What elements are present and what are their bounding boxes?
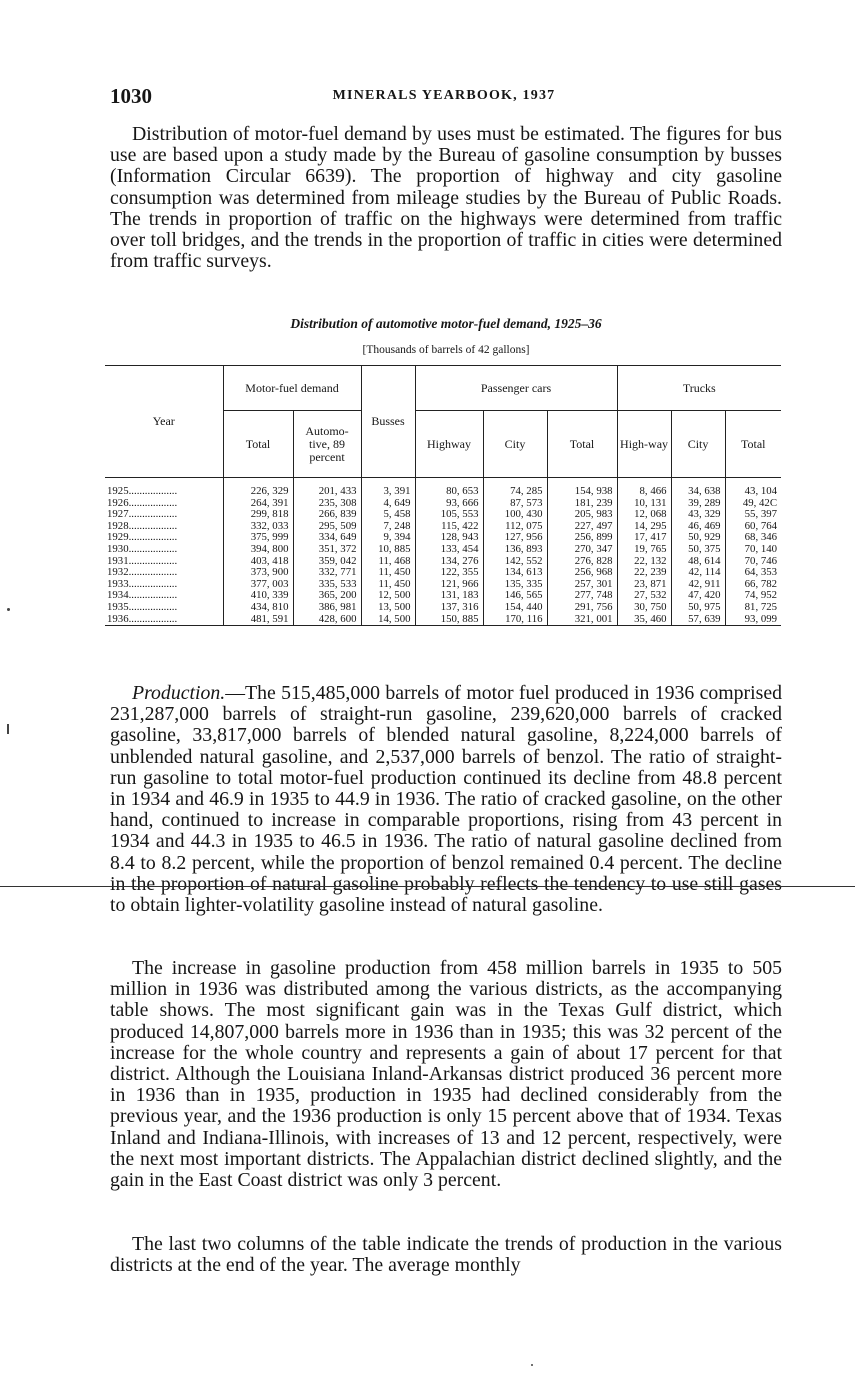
cell-tr-highway: 12, 068 bbox=[617, 509, 671, 521]
cell-pc-total: 205, 983 bbox=[547, 509, 617, 521]
cell-pc-highway: 121, 966 bbox=[415, 579, 483, 591]
cell-pc-highway: 131, 183 bbox=[415, 590, 483, 602]
year-label: 1928 bbox=[107, 519, 129, 532]
cell-auto: 201, 433 bbox=[293, 478, 361, 498]
cell-auto: 332, 771 bbox=[293, 567, 361, 579]
cell-year bbox=[105, 478, 223, 498]
cell-pc-total: 276, 828 bbox=[547, 556, 617, 568]
cell-auto: 386, 981 bbox=[293, 602, 361, 614]
cell-total: 332, 033 bbox=[223, 521, 293, 533]
cell-tr-city: 34, 638 bbox=[671, 478, 725, 498]
leader-dots: .................. bbox=[128, 566, 178, 579]
col-automotive: Automo-tive, 89 percent bbox=[293, 411, 361, 478]
scan-speck bbox=[7, 724, 9, 734]
cell-total: 264, 391 bbox=[223, 498, 293, 510]
cell-tr-highway: 17, 417 bbox=[617, 532, 671, 544]
production-text: —The 515,485,000 barrels of motor fuel produced in 1936 comprised 231,287,000 barrels of straight-run gasoline, 239,620,000 barrels of cracked gasoline, 33,817,000 barrels of blended natural gasoline, 8,224,000 barrels of unblended natural gasoline, and 2,537,000 barrels of benzol. The ratio of straight-run gasoline to total motor-fuel production continued its decline from 48.8 percent in 1934 and 46.9 in 1935 to 44.9 in 1936. The ratio of cracked gasoline, on the other hand, continued to increase in comparable proportions, rising from 43 percent in 1934 and 44.3 in 1935 to 46.5 in 1936. The ratio of natural gasoline declined from 8.4 to 8.2 percent, while the proportion of benzol remained 0.4 percent. The decline in the proportion of natural gasoline probably reflects the tendency to use still gases to obtain lighter-volatility gasoline instead of natural gasoline. bbox=[110, 682, 782, 917]
cell-auto: 295, 509 bbox=[293, 521, 361, 533]
cell-pc-city: 87, 573 bbox=[483, 498, 547, 510]
year-label: 1927 bbox=[107, 508, 129, 521]
cell-pc-total: 154, 938 bbox=[547, 478, 617, 498]
cell-tr-city: 43, 329 bbox=[671, 509, 725, 521]
cell-pc-city: 74, 285 bbox=[483, 478, 547, 498]
cell-tr-total: 68, 346 bbox=[725, 532, 781, 544]
cell-pc-city: 100, 430 bbox=[483, 509, 547, 521]
year-label: 1936 bbox=[107, 612, 129, 625]
col-year: Year bbox=[105, 366, 223, 478]
cell-tr-city: 50, 975 bbox=[671, 602, 725, 614]
cell-pc-highway: 93, 666 bbox=[415, 498, 483, 510]
cell-busses: 7, 248 bbox=[361, 521, 415, 533]
leader-dots: .................. bbox=[128, 519, 178, 532]
table-row bbox=[105, 567, 781, 579]
cell-tr-total: 70, 140 bbox=[725, 544, 781, 556]
cell-busses: 11, 450 bbox=[361, 567, 415, 579]
cell-total: 226, 329 bbox=[223, 478, 293, 498]
leader-dots: .................. bbox=[128, 554, 178, 567]
cell-total: 434, 810 bbox=[223, 602, 293, 614]
col-busses: Busses bbox=[361, 366, 415, 478]
year-label: 1931 bbox=[107, 554, 129, 567]
leader-dots: .................. bbox=[128, 589, 178, 602]
col-group-trucks: Trucks bbox=[617, 366, 781, 411]
cell-busses: 12, 500 bbox=[361, 590, 415, 602]
cell-pc-total: 181, 239 bbox=[547, 498, 617, 510]
table-subcaption: [Thousands of barrels of 42 gallons] bbox=[362, 344, 530, 356]
cell-pc-highway: 105, 553 bbox=[415, 509, 483, 521]
table-row bbox=[105, 602, 781, 614]
cell-pc-highway: 134, 276 bbox=[415, 556, 483, 568]
cell-busses: 14, 500 bbox=[361, 614, 415, 626]
cell-total: 299, 818 bbox=[223, 509, 293, 521]
cell-tr-highway: 8, 466 bbox=[617, 478, 671, 498]
cell-busses: 5, 458 bbox=[361, 509, 415, 521]
cell-tr-highway: 19, 765 bbox=[617, 544, 671, 556]
cell-tr-city: 50, 929 bbox=[671, 532, 725, 544]
cell-tr-highway: 22, 132 bbox=[617, 556, 671, 568]
cell-pc-highway: 150, 885 bbox=[415, 614, 483, 626]
cell-tr-highway: 23, 871 bbox=[617, 579, 671, 591]
leader-dots: .................. bbox=[128, 508, 178, 521]
production-paragraph bbox=[110, 683, 782, 916]
cell-auto: 428, 600 bbox=[293, 614, 361, 626]
col-total: Total bbox=[223, 411, 293, 478]
cell-pc-city: 154, 440 bbox=[483, 602, 547, 614]
motor-fuel-demand-table bbox=[105, 365, 781, 626]
col-tr-highway: High-way bbox=[617, 411, 671, 478]
leader-dots: .................. bbox=[128, 577, 178, 590]
year-label: 1934 bbox=[107, 589, 129, 602]
cell-tr-highway: 27, 532 bbox=[617, 590, 671, 602]
leader-dots: .................. bbox=[128, 531, 178, 544]
cell-pc-city: 136, 893 bbox=[483, 544, 547, 556]
production-lead: Production. bbox=[132, 682, 226, 704]
cell-tr-highway: 35, 460 bbox=[617, 614, 671, 626]
cell-pc-highway: 122, 355 bbox=[415, 567, 483, 579]
cell-tr-total: 81, 725 bbox=[725, 602, 781, 614]
cell-pc-total: 256, 968 bbox=[547, 567, 617, 579]
cell-pc-city: 135, 335 bbox=[483, 579, 547, 591]
col-pc-highway: Highway bbox=[415, 411, 483, 478]
cell-busses: 13, 500 bbox=[361, 602, 415, 614]
table-caption: Distribution of automotive motor-fuel demand, 1925–36 bbox=[290, 316, 602, 331]
cell-total: 481, 591 bbox=[223, 614, 293, 626]
cell-total: 373, 900 bbox=[223, 567, 293, 579]
cell-pc-city: 142, 552 bbox=[483, 556, 547, 568]
cell-busses: 11, 450 bbox=[361, 579, 415, 591]
year-label: 1933 bbox=[107, 577, 129, 590]
cell-pc-total: 227, 497 bbox=[547, 521, 617, 533]
cell-tr-highway: 10, 131 bbox=[617, 498, 671, 510]
cell-pc-total: 291, 756 bbox=[547, 602, 617, 614]
cell-auto: 334, 649 bbox=[293, 532, 361, 544]
col-pc-city: City bbox=[483, 411, 547, 478]
cell-pc-city: 146, 565 bbox=[483, 590, 547, 602]
cell-pc-city: 170, 116 bbox=[483, 614, 547, 626]
cell-tr-total: 74, 952 bbox=[725, 590, 781, 602]
cell-pc-highway: 115, 422 bbox=[415, 521, 483, 533]
cell-busses: 11, 468 bbox=[361, 556, 415, 568]
scan-speck bbox=[531, 1364, 533, 1366]
table-body bbox=[105, 478, 781, 626]
cell-auto: 365, 200 bbox=[293, 590, 361, 602]
cell-pc-total: 270, 347 bbox=[547, 544, 617, 556]
cell-pc-total: 277, 748 bbox=[547, 590, 617, 602]
cell-tr-highway: 22, 239 bbox=[617, 567, 671, 579]
cell-pc-total: 321, 001 bbox=[547, 614, 617, 626]
cell-total: 377, 003 bbox=[223, 579, 293, 591]
cell-tr-total: 49, 42C bbox=[725, 498, 781, 510]
cell-pc-highway: 80, 653 bbox=[415, 478, 483, 498]
year-label: 1935 bbox=[107, 600, 129, 613]
cell-tr-total: 60, 764 bbox=[725, 521, 781, 533]
cell-tr-total: 43, 104 bbox=[725, 478, 781, 498]
cell-busses: 10, 885 bbox=[361, 544, 415, 556]
year-label: 1926 bbox=[107, 496, 129, 509]
table-row bbox=[105, 614, 781, 626]
cell-auto: 235, 308 bbox=[293, 498, 361, 510]
cell-year bbox=[105, 614, 223, 626]
cell-total: 410, 339 bbox=[223, 590, 293, 602]
scan-speck bbox=[7, 608, 10, 611]
cell-tr-total: 55, 397 bbox=[725, 509, 781, 521]
cell-busses: 3, 391 bbox=[361, 478, 415, 498]
cell-tr-city: 50, 375 bbox=[671, 544, 725, 556]
last-paragraph: The last two columns of the table indicate the trends of production in the various districts at the end of the year. The average monthly bbox=[110, 1233, 782, 1277]
leader-dots: .................. bbox=[128, 600, 178, 613]
col-tr-total: Total bbox=[725, 411, 781, 478]
cell-tr-highway: 14, 295 bbox=[617, 521, 671, 533]
col-tr-city: City bbox=[671, 411, 725, 478]
scan-rule-line bbox=[0, 886, 855, 887]
cell-busses: 4, 649 bbox=[361, 498, 415, 510]
leader-dots: .................. bbox=[128, 485, 178, 497]
cell-pc-highway: 128, 943 bbox=[415, 532, 483, 544]
table-row bbox=[105, 544, 781, 556]
cell-busses: 9, 394 bbox=[361, 532, 415, 544]
cell-tr-city: 42, 114 bbox=[671, 567, 725, 579]
increase-paragraph: The increase in gasoline production from 458 million barrels in 1935 to 505 million in 1936 was distributed among the various districts, as the accompanying table shows. The most significant gain was in the Texas Gulf district, which produced 14,807,000 barrels more in 1936 than in 1935; this was 32 percent of the increase for the whole country and represents a gain of about 17 percent for that district. Although the Louisiana Inland-Arkansas district produced 36 percent more in 1936 than in 1935, production in 1935 had declined considerably from the previous year, and the 1936 production is only 15 percent above that of 1934. Texas Inland and Indiana-Illinois, with increases of 13 and 12 percent, respectively, were the next most important districts. The Appalachian district declined slightly, and the gain in the East Coast district was only 3 percent. bbox=[110, 957, 782, 1192]
cell-pc-city: 112, 075 bbox=[483, 521, 547, 533]
cell-tr-total: 70, 746 bbox=[725, 556, 781, 568]
cell-pc-total: 257, 301 bbox=[547, 579, 617, 591]
col-pc-total: Total bbox=[547, 411, 617, 478]
cell-auto: 351, 372 bbox=[293, 544, 361, 556]
cell-tr-city: 39, 289 bbox=[671, 498, 725, 510]
cell-tr-highway: 30, 750 bbox=[617, 602, 671, 614]
leader-dots: .................. bbox=[128, 612, 178, 625]
cell-pc-total: 256, 899 bbox=[547, 532, 617, 544]
cell-tr-city: 47, 420 bbox=[671, 590, 725, 602]
year-label: 1925 bbox=[107, 485, 129, 497]
intro-paragraph: Distribution of motor-fuel demand by uses must be estimated. The figures for bus use are based upon a study made by the Bureau of gasoline consumption by busses (Information Circular 6639). The proportion of highway and city gasoline consumption was determined from mileage studies by the Bureau of Public Roads. The trends in proportion of traffic on the highways were determined from traffic over toll bridges, and the trends in the proportion of traffic in cities were determined from traffic surveys. bbox=[110, 123, 782, 273]
year-label: 1930 bbox=[107, 542, 129, 555]
cell-tr-total: 66, 782 bbox=[725, 579, 781, 591]
cell-tr-city: 48, 614 bbox=[671, 556, 725, 568]
cell-tr-city: 46, 469 bbox=[671, 521, 725, 533]
page-header bbox=[110, 84, 778, 114]
cell-total: 375, 999 bbox=[223, 532, 293, 544]
year-label: 1932 bbox=[107, 566, 129, 579]
cell-tr-city: 57, 639 bbox=[671, 614, 725, 626]
cell-pc-highway: 133, 454 bbox=[415, 544, 483, 556]
cell-tr-total: 93, 099 bbox=[725, 614, 781, 626]
table-row bbox=[105, 478, 781, 498]
cell-auto: 335, 533 bbox=[293, 579, 361, 591]
cell-auto: 359, 042 bbox=[293, 556, 361, 568]
col-group-motor-fuel-demand: Motor-fuel demand bbox=[223, 366, 361, 411]
cell-tr-city: 42, 911 bbox=[671, 579, 725, 591]
cell-total: 403, 418 bbox=[223, 556, 293, 568]
cell-tr-total: 64, 353 bbox=[725, 567, 781, 579]
page-number: 1030 bbox=[110, 84, 152, 108]
running-title: MINERALS YEARBOOK, 1937 bbox=[332, 88, 556, 103]
cell-total: 394, 800 bbox=[223, 544, 293, 556]
cell-pc-highway: 137, 316 bbox=[415, 602, 483, 614]
leader-dots: .................. bbox=[128, 542, 178, 555]
cell-pc-city: 127, 956 bbox=[483, 532, 547, 544]
cell-pc-city: 134, 613 bbox=[483, 567, 547, 579]
cell-auto: 266, 839 bbox=[293, 509, 361, 521]
leader-dots: .................. bbox=[128, 496, 178, 509]
year-label: 1929 bbox=[107, 531, 129, 544]
col-group-passenger-cars: Passenger cars bbox=[415, 366, 617, 411]
